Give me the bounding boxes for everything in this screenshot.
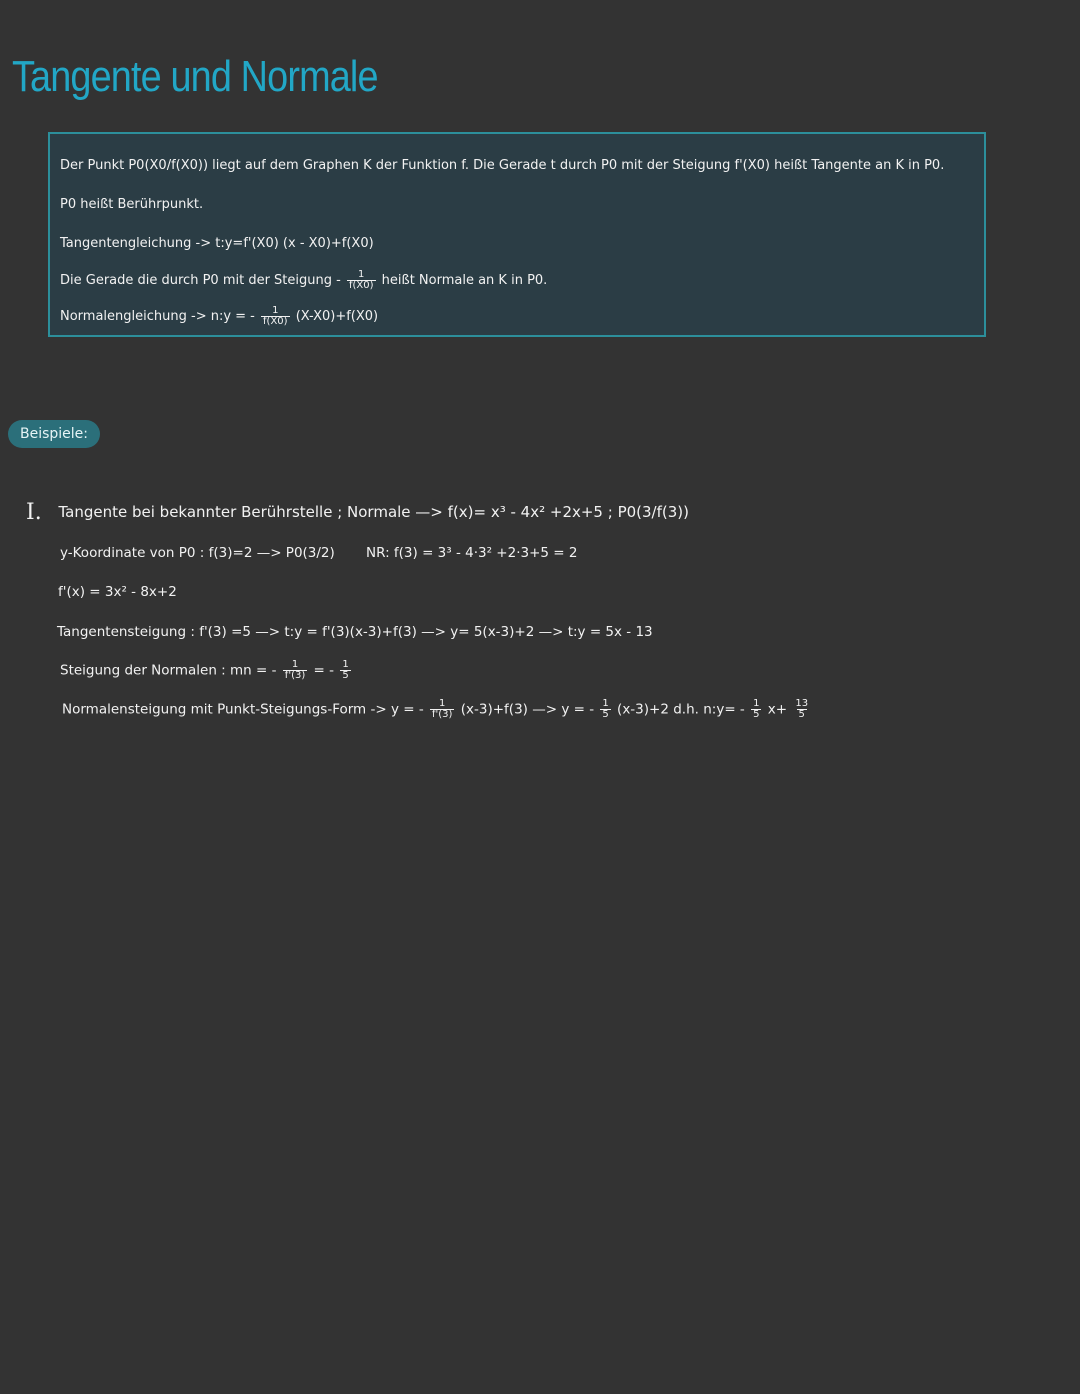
- example-number: I.: [26, 500, 42, 525]
- fraction-numerator: 1: [358, 269, 365, 280]
- fraction: [793, 699, 810, 720]
- y-coordinate-line: y-Koordinate von P0 : f(3)=2 —> P0(3/2): [60, 545, 335, 561]
- fraction-denominator: 5: [342, 670, 349, 681]
- example-heading-text: Tangente bei bekannter Berührstelle ; Normale —> f(x)= x³ - 4x² +2x+5 ; P0(3/f(3)): [58, 503, 689, 521]
- fraction-denominator: f'(3): [432, 709, 453, 720]
- normal-definition-text-end: heißt Normale an K in P0.: [381, 273, 548, 288]
- definition-line-2: P0 heißt Berührpunkt.: [60, 197, 204, 212]
- example-heading: [26, 500, 689, 525]
- normal-slope-line: [60, 660, 353, 681]
- normal-slope-equals: = -: [313, 662, 335, 679]
- fraction-numerator: 1: [291, 659, 299, 670]
- examples-badge: Beispiele:: [8, 420, 100, 448]
- fraction-numerator: 1: [439, 698, 446, 709]
- fraction: [347, 270, 376, 291]
- normal-definition: [60, 270, 547, 291]
- page-title: Tangente und Normale: [12, 52, 378, 101]
- fraction-denominator: 5: [753, 709, 760, 720]
- normal-equation-part-3: (x-3)+2 d.h. n:y= -: [617, 701, 745, 718]
- fraction-numerator: 1: [753, 698, 760, 709]
- definition-box: [48, 132, 986, 337]
- normal-equation-part-4: x+: [767, 701, 788, 718]
- fraction-denominator: 5: [602, 709, 609, 720]
- fraction: [600, 699, 610, 720]
- fraction-denominator: f(X0): [263, 316, 288, 327]
- fraction: [261, 306, 290, 327]
- fraction: [430, 699, 454, 720]
- fraction-numerator: 1: [272, 305, 279, 316]
- fraction: [340, 660, 350, 681]
- fraction-denominator: f(X0): [348, 280, 374, 291]
- fraction-numerator: 1: [602, 698, 609, 709]
- derivative-line: f'(x) = 3x² - 8x+2: [58, 584, 177, 600]
- fraction-numerator: 1: [342, 659, 349, 670]
- normal-equation-part-2: (x-3)+f(3) —> y = -: [460, 701, 595, 718]
- side-calculation: NR: f(3) = 3³ - 4·3² +2·3+5 = 2: [366, 545, 578, 561]
- definition-line-1: Der Punkt P0(X0/f(X0)) liegt auf dem Graphen K der Funktion f. Die Gerade t durch P0 mit der Steigung f'(X0) heißt Tangente an K in P0.: [60, 158, 945, 173]
- fraction: [283, 660, 307, 681]
- fraction-numerator: 13: [795, 698, 809, 709]
- normal-equation-text-end: (X-X0)+f(X0): [295, 309, 379, 324]
- normal-equation-part-1: Normalensteigung mit Punkt-Steigungs-Form -> y = -: [62, 701, 424, 718]
- normal-equation-text: Normalengleichung -> n:y = -: [60, 309, 255, 324]
- normal-equation: [60, 306, 378, 327]
- normal-slope-text: Steigung der Normalen : mn = -: [60, 662, 277, 679]
- fraction: [751, 699, 761, 720]
- normal-definition-text: Die Gerade die durch P0 mit der Steigung -: [60, 273, 341, 288]
- tangent-equation: Tangentengleichung -> t:y=f'(X0) (x - X0)+f(X0): [60, 236, 374, 251]
- fraction-denominator: f'(3): [284, 670, 306, 681]
- normal-equation-line: [62, 699, 812, 720]
- fraction-denominator: 5: [798, 709, 805, 720]
- tangent-slope-line: Tangentensteigung : f'(3) =5 —> t:y = f'(3)(x-3)+f(3) —> y= 5(x-3)+2 —> t:y = 5x - 13: [57, 624, 653, 640]
